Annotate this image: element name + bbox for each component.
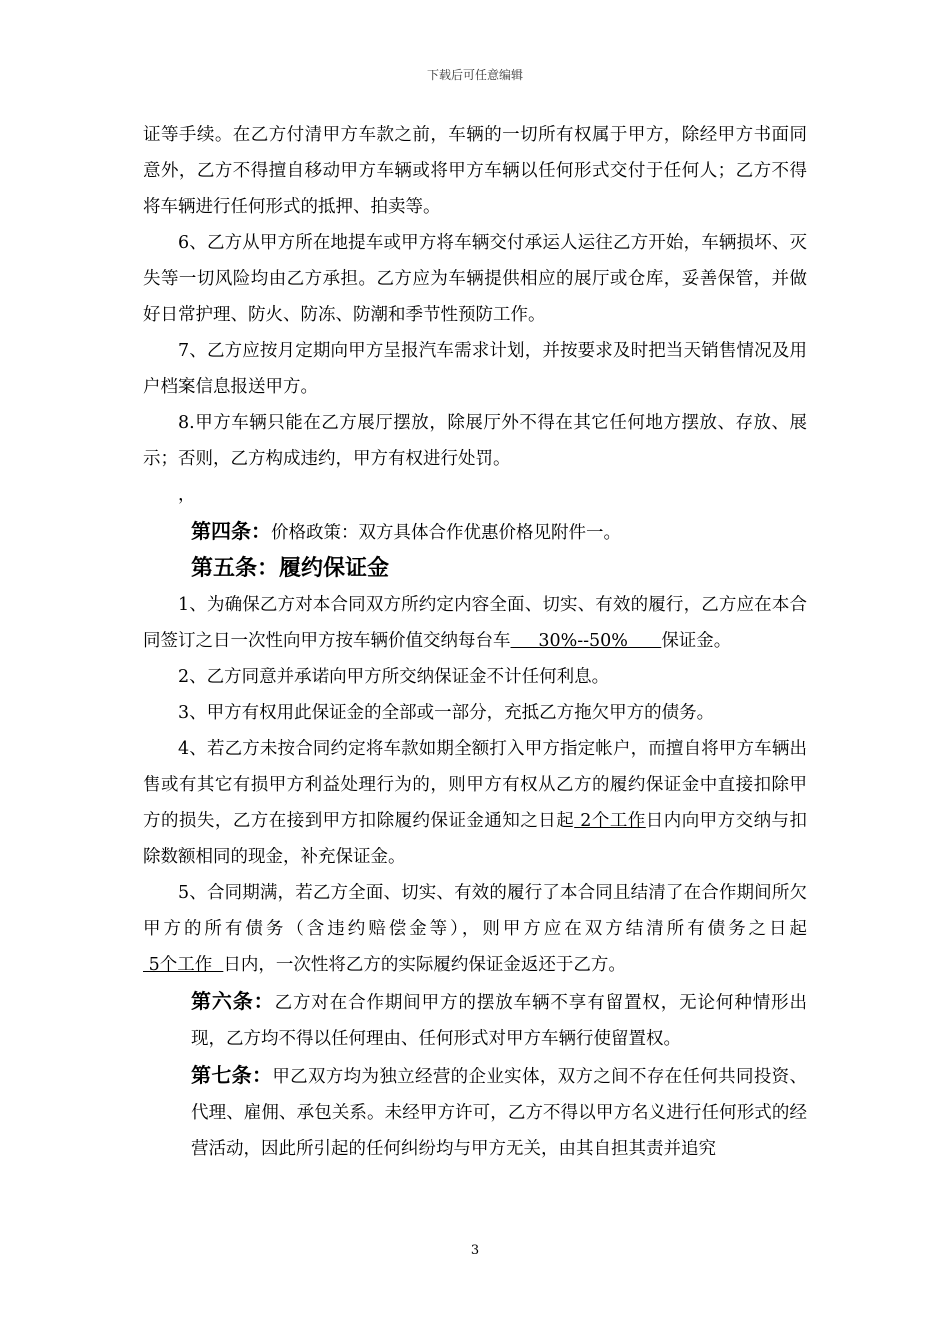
paragraph-continuation: 证等手续。在乙方付清甲方车款之前，车辆的一切所有权属于甲方，除经甲方书面同意外，乙方不得擅自移动甲方车辆或将甲方车辆以任何形式交付于任何人；乙方不得将车辆进行任何形式的抵押、拍卖等。: [143, 125, 807, 217]
a5-5-text: 5、合同期满，若乙方全面、切实、有效的履行了本合同且结清了在合作期间所欠甲方的所有债务（含违约赔偿金等），则甲方应在双方结清所有债务之日起: [143, 883, 807, 939]
a5-4-post: 日内向甲方交纳与扣除数额相同的现金，补充保证金。: [143, 811, 808, 867]
page-header: 下载后可任意编辑: [426, 68, 523, 82]
article-5-item-3: 3、甲方有权用此保证金的全部或一部分，充抵乙方拖欠甲方的债务。: [178, 703, 715, 723]
clause-7: 7、乙方应按月定期向甲方呈报汽车需求计划，并按要求及时把当天销售情况及用户档案信息报送甲方。: [143, 341, 807, 397]
article-6-title: 第六条：: [191, 989, 275, 1013]
a5-5-fill: 5个工作: [143, 955, 224, 975]
article-7: [143, 1057, 807, 1167]
article-5-item-2: 2、乙方同意并承诺向甲方所交纳保证金不计任何利息。: [178, 667, 610, 687]
article-4: [143, 513, 807, 551]
a5-1-fill: 30%--50%: [510, 631, 662, 651]
article-4-title: 第四条：: [191, 519, 271, 543]
document-body: [143, 117, 807, 1167]
article-6: [143, 983, 807, 1057]
a5-5-post: 日内，一次性将乙方的实际履约保证金返还于乙方。: [223, 955, 626, 975]
article-6-text: 乙方对在合作期间甲方的摆放车辆不享有留置权，无论何种情形出现，乙方均不得以任何理由、任何形式对甲方车辆行使留置权。: [191, 993, 807, 1049]
a5-4-fill: 2个工作: [574, 811, 646, 831]
article-5-item-5: [143, 875, 807, 983]
a5-1-text: 1、为确保乙方对本合同双方所约定内容全面、切实、有效的履行，乙方应在本合同签订之日一次性向甲方按车辆价值交纳每台车: [143, 595, 807, 651]
article-5-item-4: [143, 731, 807, 875]
article-4-text: 价格政策：双方具体合作优惠价格见附件一。: [271, 523, 621, 543]
stray-comma: ，: [178, 485, 196, 505]
article-7-title: 第七条：: [191, 1063, 273, 1087]
article-5-item-1: [143, 587, 807, 659]
clause-6: 6、乙方从甲方所在地提车或甲方将车辆交付承运人运往乙方开始，车辆损坏、灭失等一切风险均由乙方承担。乙方应为车辆提供相应的展厅或仓库，妥善保管，并做好日常护理、防火、防冻、防潮和季节性预防工作。: [143, 233, 807, 325]
clause-8: 8.甲方车辆只能在乙方展厅摆放，除展厅外不得在其它任何地方摆放、存放、展示；否则，乙方构成违约，甲方有权进行处罚。: [143, 413, 807, 469]
page-number: 3: [470, 1243, 480, 1258]
a5-4-text: 4、若乙方未按合同约定将车款如期全额打入甲方指定帐户，而擅自将甲方车辆出售或有其它有损甲方利益处理行为的，则甲方有权从乙方的履约保证金中直接扣除甲方的损失，乙方在接到甲方扣除履约保证金通知之日起: [143, 739, 807, 831]
a5-1-post: 保证金。: [661, 631, 732, 651]
article-5-title: 第五条：履约保证金: [191, 556, 390, 581]
article-7-text: 甲乙双方均为独立经营的企业实体，双方之间不存在任何共同投资、代理、雇佣、承包关系。未经甲方许可，乙方不得以甲方名义进行任何形式的经营活动，因此所引起的任何纠纷均与甲方无关，由其自担其责并追究: [191, 1067, 808, 1159]
